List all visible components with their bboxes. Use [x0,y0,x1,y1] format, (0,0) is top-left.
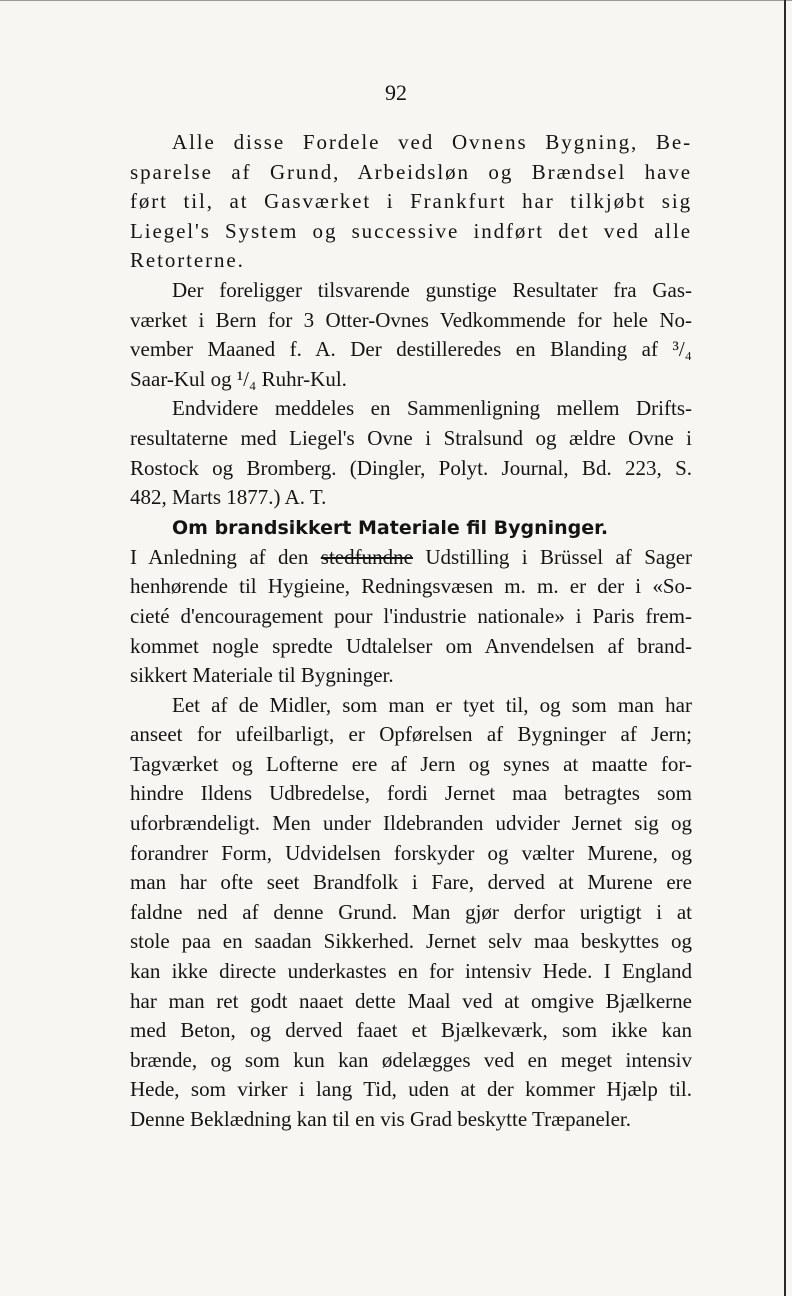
text-line: kommet nogle spredte Udtalelser om Anvendelsen af brand- [130,633,692,658]
text-line: Tagværket og Lofterne ere af Jern og synes at maatte for- [130,751,692,776]
struck-word: stedfundne [320,544,413,569]
text-line: Rostock og Bromberg. (Dingler, Polyt. Journal, Bd. 223, S. [130,455,692,480]
paragraph-1 [130,128,692,276]
text-line: Der foreligger tilsvarende gunstige Resultater fra Gas- [172,277,692,302]
text-line: man har ofte seet Brandfolk i Fare, derved at Murene ere [130,870,692,895]
text-line: brænde, og som kun kan ødelægges ved en meget intensiv [130,1047,692,1072]
section-heading: Om brandsikkert Materiale fil Bygninger. [172,516,609,539]
text-line: Eet af de Midler, som man er tyet til, og som man har [172,692,692,717]
text-line: Retorterne. [130,248,245,273]
page-number: 92 [385,80,407,105]
text-line: cieté d'encouragement pour l'industrie nationale» i Paris frem- [130,603,692,628]
text-line: anseet for ufeilbarligt, er Opførelsen af Bygninger af Jern; [130,722,692,747]
text-line: sikkert Materiale til Bygninger. [130,663,394,688]
text-line: har man ret godt naaet dette Maal ved at omgive Bjælkerne [130,988,692,1013]
text-line: faldne ned af denne Grund. Man gjør derfor urigtigt i at [130,899,692,924]
text-column [130,128,692,1135]
text-line: henhørende til Hygieine, Redningsvæsen m. m. er der i «So- [130,574,692,599]
author-signature: A. T. [284,485,327,510]
text-line: Liegel's System og successive indført det ved alle [130,218,692,243]
text-line: Hede, som virker i lang Tid, uden at der kommer Hjælp til. [130,1077,692,1102]
citation: 482, Marts 1877.) [130,485,281,510]
text-line: Alle disse Fordele ved Ovnens Bygning, Be- [172,130,692,154]
text-line: ført til, at Gasværket i Frankfurt har tilkjøbt sig [130,189,692,214]
page-right-edge [784,0,786,1296]
text-line: sparelse af Grund, Arbeidsløn og Brændsel have [130,159,692,184]
text-line: værket i Bern for 3 Otter-Ovnes Vedkommende for hele No- [130,307,692,332]
citation-line [130,483,692,513]
text-line: Saar-Kul og ¹/₄ Ruhr-Kul. [130,366,347,391]
text-line: kan ikke directe underkastes en for intensiv Hede. I England [130,959,692,984]
text-fragment: Udstilling i Brüssel af Sager [425,544,693,569]
text-line [130,543,692,573]
page-top-edge [0,0,792,1]
text-line: uforbrændeligt. Men under Ildebranden udvider Jernet sig og [130,811,692,836]
paragraph-3 [130,394,692,512]
paragraph-2 [130,276,692,394]
text-line: hindre Ildens Udbredelse, fordi Jernet maa betragtes som [130,781,692,806]
text-fragment: I Anledning af den [130,544,309,569]
paragraph-5 [130,691,692,1135]
text-line: Denne Beklædning kan til en vis Grad beskytte Træpaneler. [130,1107,632,1131]
text-line: resultaterne med Liegel's Ovne i Stralsund og ældre Ovne i [130,425,692,450]
text-line: Endvidere meddeles en Sammenligning mellem Drifts- [172,396,692,421]
text-line: vember Maaned f. A. Der destilleredes en Blanding af ³/₄ [130,337,692,362]
paragraph-4 [130,543,692,691]
text-line: stole paa en saadan Sikkerhed. Jernet selv maa beskyttes og [130,929,692,954]
text-line: forandrer Form, Udvidelsen forskyder og vælter Murene, og [130,840,692,865]
text-line: med Beton, og derved faaet et Bjælkeværk, som ikke kan [130,1018,692,1043]
